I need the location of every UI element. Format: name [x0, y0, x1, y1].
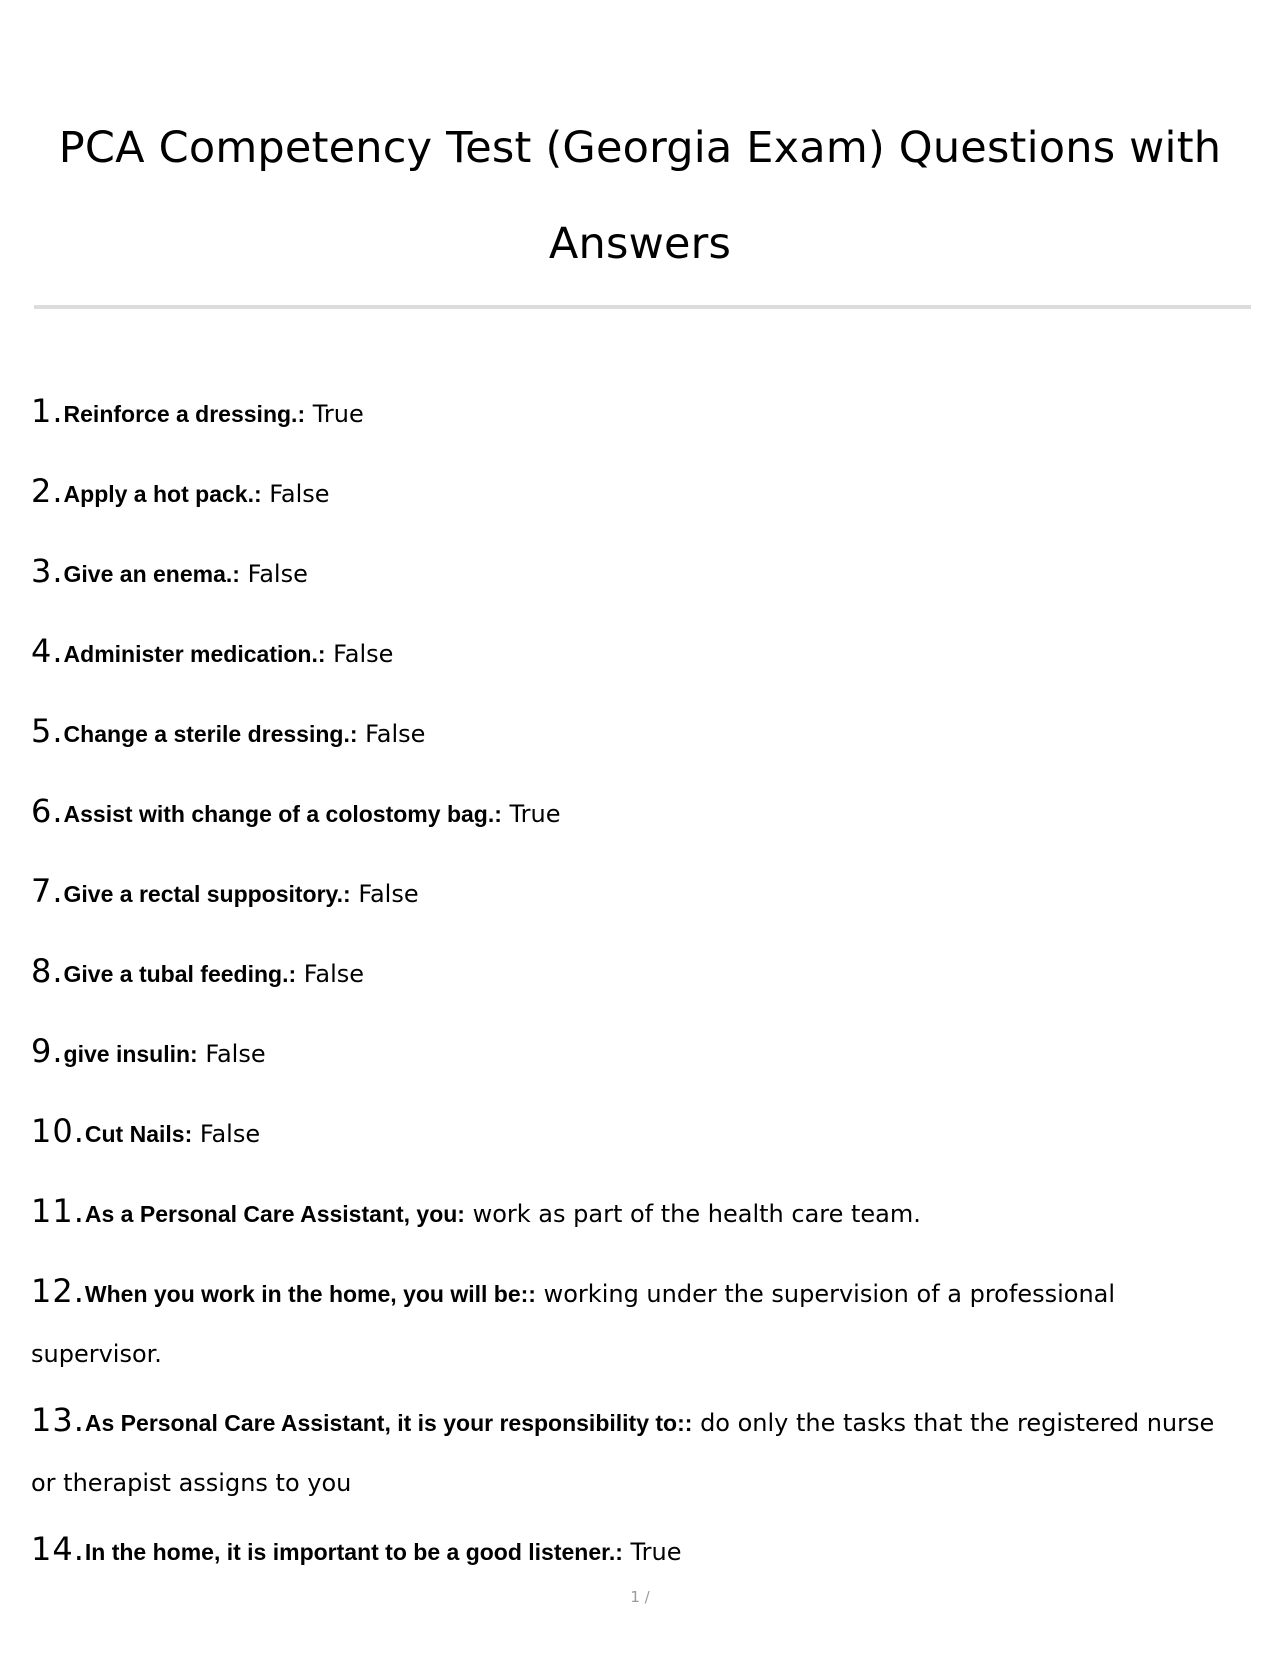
answer-text: False — [365, 720, 426, 748]
answer-text: False — [199, 1120, 261, 1148]
answer-text: do only the tasks that the registered nurse or therapist assigns to you — [31, 1409, 1215, 1497]
question-text: Give a tubal feeding.: — [63, 961, 297, 987]
question-item — [31, 861, 1246, 924]
question-item — [31, 941, 1246, 1004]
question-number: 6. — [31, 792, 64, 830]
answer-text: False — [358, 880, 419, 908]
question-text: Give an enema.: — [63, 561, 240, 587]
page-number: 1 / — [630, 1588, 650, 1606]
question-item — [31, 1101, 1246, 1164]
question-number: 10. — [31, 1112, 85, 1150]
answer-text: True — [630, 1538, 682, 1566]
question-text: As a Personal Care Assistant, you: — [84, 1201, 465, 1227]
title-divider — [34, 305, 1251, 309]
question-text: Administer medication.: — [63, 641, 326, 667]
question-list — [31, 381, 1246, 1599]
question-text: Cut Nails: — [84, 1121, 193, 1147]
question-item — [31, 701, 1246, 764]
question-text: As Personal Care Assistant, it is your responsibility to:: — [84, 1410, 693, 1436]
question-item — [31, 1519, 1246, 1582]
question-number: 11. — [31, 1192, 85, 1230]
answer-text: work as part of the health care team. — [472, 1200, 921, 1228]
question-text: Apply a hot pack.: — [63, 481, 262, 507]
question-number: 13. — [31, 1401, 85, 1439]
question-item — [31, 1261, 1246, 1384]
question-text: give insulin: — [63, 1041, 198, 1067]
answer-text: False — [269, 480, 330, 508]
question-number: 2. — [31, 472, 64, 510]
question-item — [31, 781, 1246, 844]
question-text: Give a rectal suppository.: — [63, 881, 351, 907]
question-number: 3. — [31, 552, 64, 590]
question-text: Change a sterile dressing.: — [63, 721, 358, 747]
question-number: 14. — [31, 1530, 85, 1568]
question-item — [31, 1021, 1246, 1084]
question-item — [31, 381, 1246, 444]
question-number: 12. — [31, 1272, 85, 1310]
answer-text: working under the supervision of a professional supervisor. — [31, 1280, 1116, 1368]
answer-text: False — [333, 640, 394, 668]
question-number: 9. — [31, 1032, 64, 1070]
question-text: When you work in the home, you will be:: — [84, 1281, 536, 1307]
answer-text: False — [247, 560, 308, 588]
question-text: Reinforce a dressing.: — [63, 401, 306, 427]
question-number: 4. — [31, 632, 64, 670]
question-number: 5. — [31, 712, 64, 750]
question-item — [31, 621, 1246, 684]
question-item — [31, 1390, 1246, 1513]
question-text: Assist with change of a colostomy bag.: — [63, 801, 502, 827]
question-item — [31, 461, 1246, 524]
answer-text: False — [205, 1040, 266, 1068]
answer-text: True — [509, 800, 561, 828]
question-number: 8. — [31, 952, 64, 990]
answer-text: False — [303, 960, 365, 988]
answer-text: True — [312, 400, 364, 428]
question-item — [31, 1181, 1246, 1244]
question-number: 1. — [31, 392, 64, 430]
question-text: In the home, it is important to be a good listener.: — [84, 1539, 623, 1565]
question-number: 7. — [31, 872, 64, 910]
question-item — [31, 541, 1246, 604]
document-title: PCA Competency Test (Georgia Exam) Questions with Answers — [58, 123, 1222, 269]
